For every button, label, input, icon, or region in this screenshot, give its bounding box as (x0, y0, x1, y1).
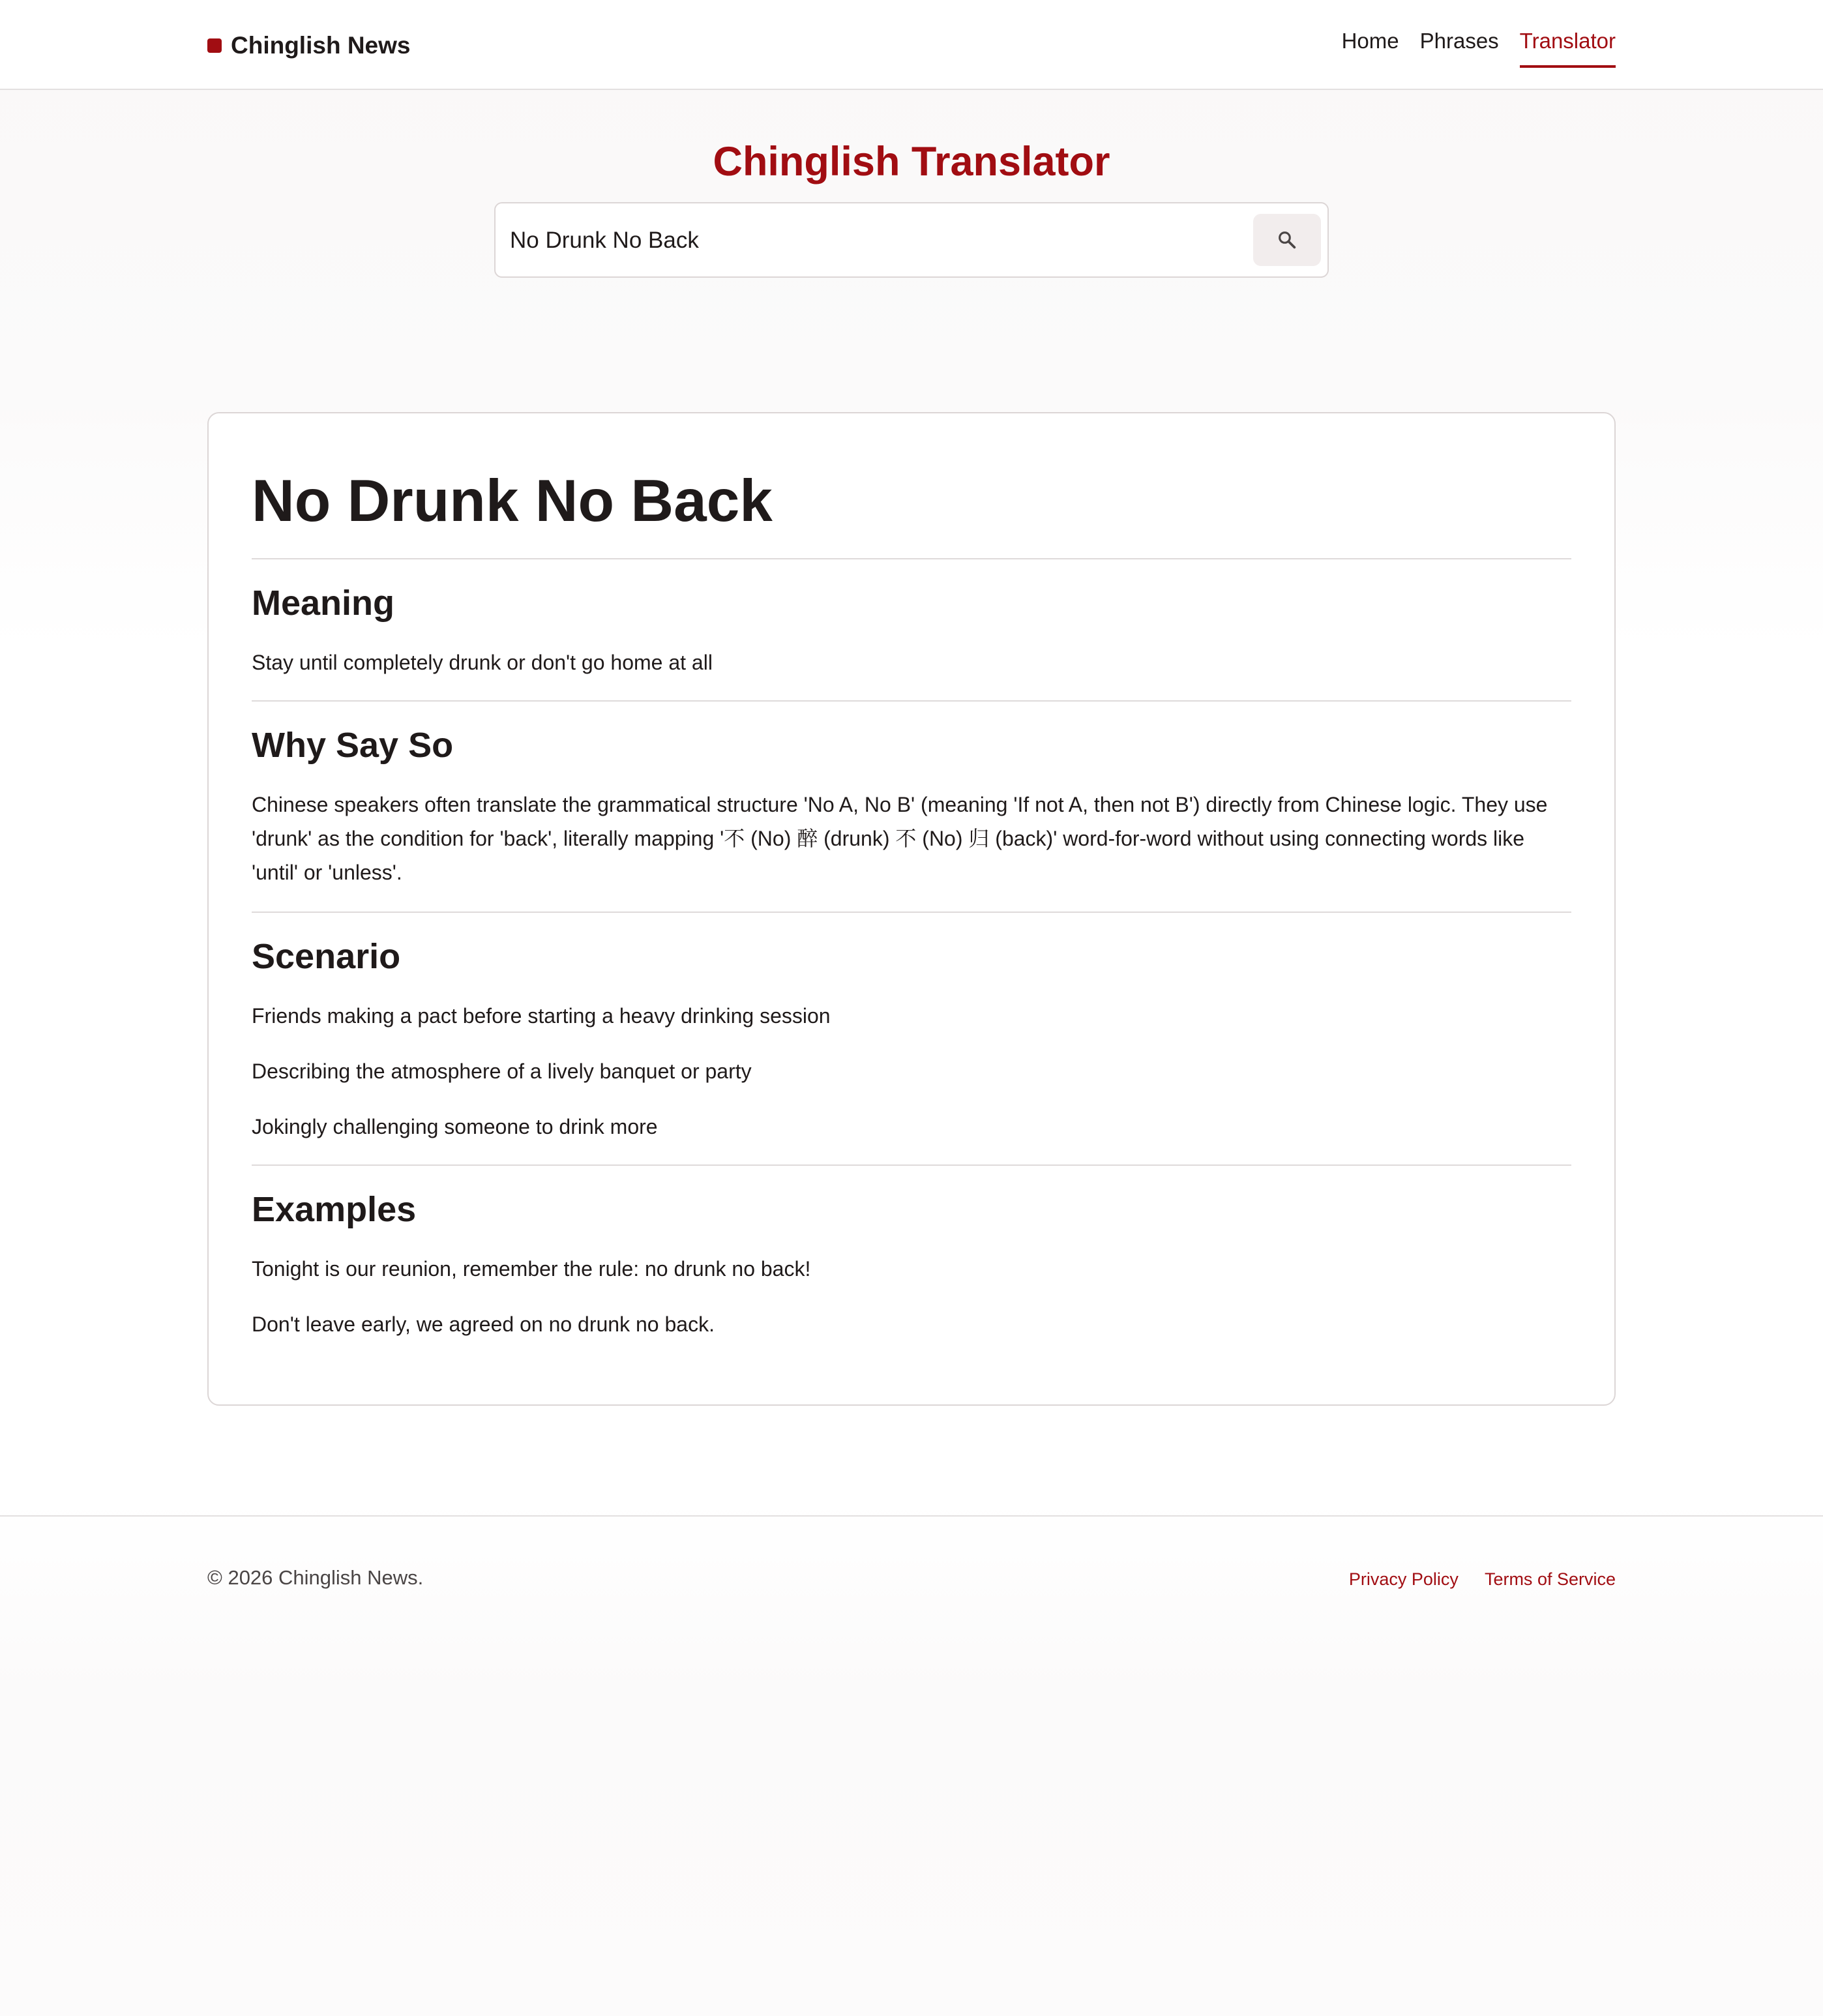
scenario-item: Describing the atmosphere of a lively banquet or party (252, 1060, 752, 1083)
why-heading: Why Say So (252, 726, 454, 765)
scenario-heading: Scenario (252, 937, 401, 976)
divider (252, 1164, 1571, 1166)
scenario-item: Jokingly challenging someone to drink more (252, 1115, 658, 1138)
example-item: Tonight is our reunion, remember the rule: no drunk no back! (252, 1257, 811, 1281)
example-item: Don't leave early, we agreed on no drunk no back. (252, 1312, 715, 1336)
meaning-heading: Meaning (252, 584, 395, 623)
phrase-card (207, 412, 1616, 1406)
site-header (0, 0, 1823, 90)
nav-phrases[interactable]: Phrases (1419, 29, 1499, 53)
search-icon (1276, 229, 1298, 251)
nav-home[interactable]: Home (1341, 29, 1399, 53)
meaning-text: Stay until completely drunk or don't go home at all (252, 651, 713, 674)
site-footer (0, 1515, 1823, 2016)
examples-heading: Examples (252, 1190, 417, 1229)
scenario-item: Friends making a pact before starting a heavy drinking session (252, 1004, 831, 1028)
privacy-policy-link[interactable]: Privacy Policy (1348, 1569, 1459, 1589)
search-button[interactable] (1253, 214, 1321, 266)
divider (252, 700, 1571, 702)
brand-mark-icon (207, 38, 222, 53)
footer-links (1323, 1565, 1616, 1594)
terms-of-service-link[interactable]: Terms of Service (1484, 1569, 1616, 1589)
copyright-text: © 2026 Chinglish News. (207, 1566, 424, 1589)
phrase-title: No Drunk No Back (252, 468, 773, 534)
nav-translator[interactable]: Translator (1520, 26, 1616, 68)
main-nav (1321, 26, 1616, 68)
divider (252, 558, 1571, 559)
page-title: Chinglish Translator (713, 139, 1110, 185)
brand-name: Chinglish News (231, 32, 411, 59)
search-box (494, 202, 1329, 278)
brand-logo[interactable] (207, 27, 410, 64)
divider (252, 912, 1571, 913)
search-input[interactable] (510, 215, 1227, 266)
why-text: Chinese speakers often translate the grammatical structure 'No A, No B' (meaning 'If not A, then not B') directly from Chinese logic. They use 'drunk' as the condition for 'back', literally mapping '不 (No) 醉 (drunk) 不 (No) 归 (back)' word-for-word without using connecting words like 'until' or 'unless'. (252, 793, 1548, 884)
